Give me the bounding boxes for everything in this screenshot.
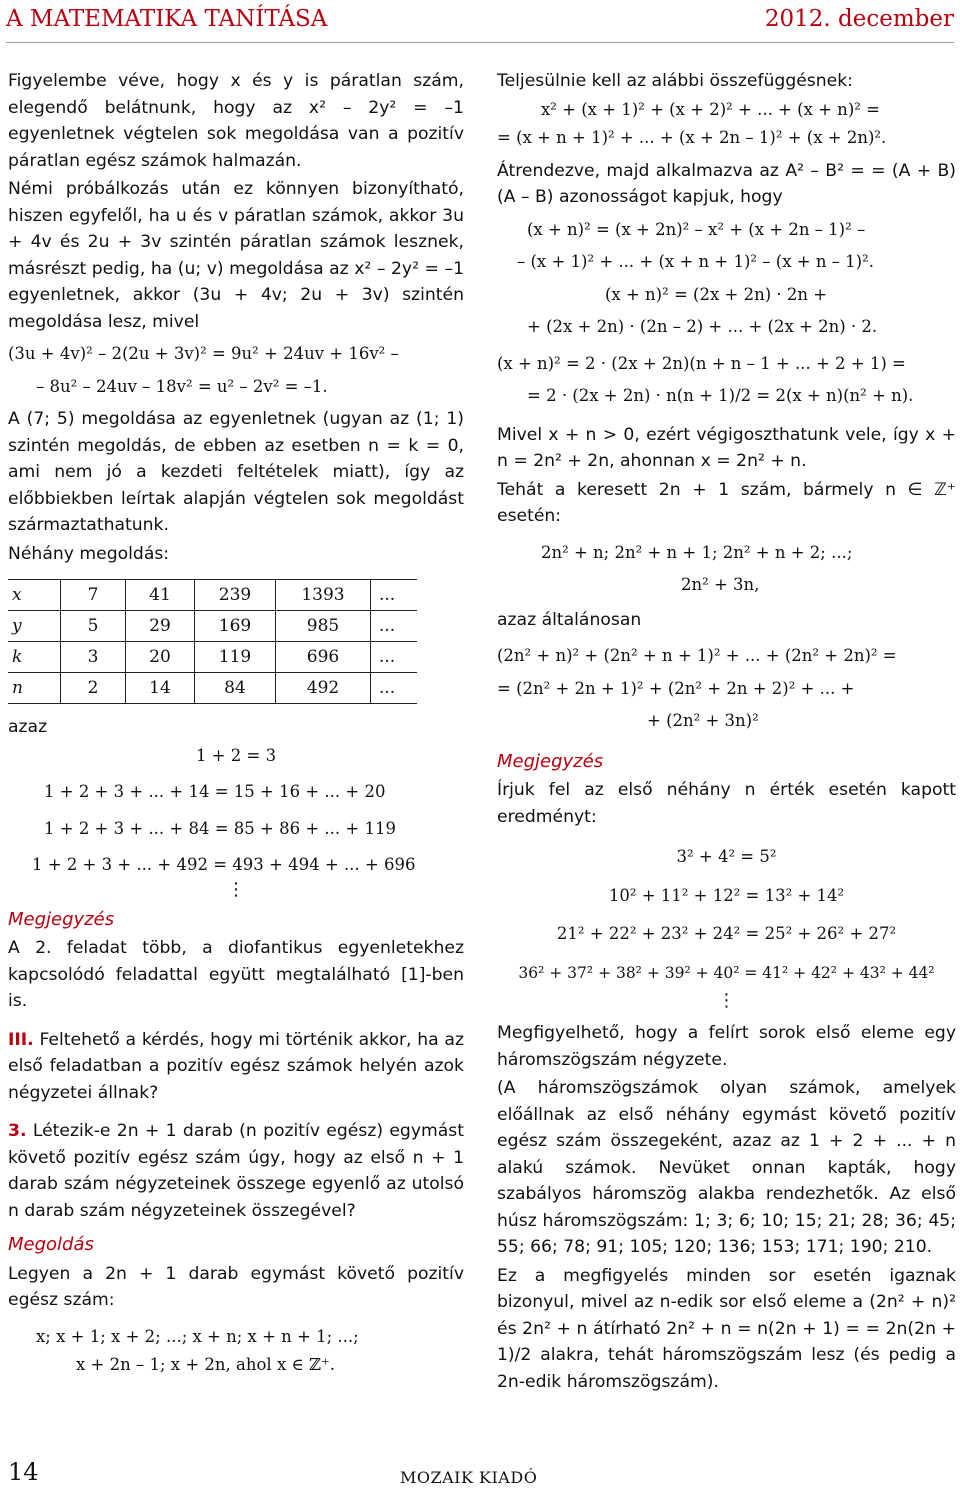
table-cell: 985 — [276, 611, 371, 642]
paragraph: Figyelembe véve, hogy x és y is páratlan szám, elegendő belátnunk, hogy az x² – 2y² = –1 egyenletnek végtelen sok megoldása van a pozitív páratlan egész számok halmazán. — [8, 71, 464, 171]
journal-title: A MATEMATIKA TANÍTÁSA — [6, 6, 328, 32]
left-column — [8, 68, 464, 1379]
row-header-cell: y — [8, 611, 61, 642]
equation: + (2x + 2n) · (2n – 2) + ... + (2x + 2n) · 2. — [527, 317, 878, 336]
equation: (3u + 4v)² – 2(2u + 3v)² = 9u² + 24uv + 16v² – — [8, 344, 399, 363]
paragraph: azaz — [8, 717, 48, 737]
table-cell: 696 — [276, 642, 371, 673]
equation: (x + n)² = 2 · (2x + 2n)(n + n – 1 + ... + 2 + 1) = — [497, 353, 906, 373]
row-header-cell: k — [8, 642, 61, 673]
squares-equation: 21² + 22² + 23² + 24² = 25² + 26² + 27² — [556, 924, 897, 943]
table-cell: 3 — [61, 642, 126, 673]
paragraph: Írjuk fel az első néhány n érték esetén kapott eredményt: — [497, 780, 956, 827]
paragraph: Teljesülnie kell az alábbi összefüggésnek: — [497, 71, 853, 91]
table-cell: 1393 — [276, 580, 371, 611]
table-row — [8, 673, 417, 704]
equation: x + 2n – 1; x + 2n, ahol x ∈ ℤ⁺. — [76, 1355, 335, 1374]
equation: = (x + n + 1)² + ... + (x + 2n – 1)² + (x + 2n)². — [497, 128, 887, 147]
problem-iii — [8, 1027, 464, 1107]
table-row — [8, 642, 417, 673]
row-header-cell: n — [8, 673, 61, 704]
paragraph: A 2. feladat több, a diofantikus egyenletekhez kapcsolódó feladattal együtt megtalálható [1]-ben is. — [8, 938, 464, 1011]
table-cell: ... — [371, 580, 418, 611]
table-cell: ... — [371, 642, 418, 673]
table-row — [8, 611, 417, 642]
table-row — [8, 580, 417, 611]
table-cell: 41 — [126, 580, 195, 611]
note-heading: Megjegyzés — [497, 750, 604, 772]
table-cell: 84 — [195, 673, 276, 704]
vertical-ellipsis: ⋮ — [227, 878, 245, 900]
table-cell: 239 — [195, 580, 276, 611]
equation: (x + n)² = (x + 2n)² – x² + (x + 2n – 1)² – — [527, 219, 866, 239]
table-cell: 2 — [61, 673, 126, 704]
sum-equation: 1 + 2 = 3 — [195, 745, 277, 765]
paragraph: Mivel x + n > 0, ezért végigoszthatunk vele, így x + n = 2n² + 2n, ahonnan x = 2n² + n. — [497, 424, 956, 471]
table-cell: 7 — [61, 580, 126, 611]
paragraph: Ez a megfigyelés minden sor esetén igaznak bizonyul, mivel az n-edik sor első eleme a (2n² + n)² és 2n² + n átírható 2n² + n = n(2n + 1) = = 2n(2n + 1)/2 alakra, tehát háromszögszám lesz (és pedig a 2n-edik háromszögszám). — [497, 1265, 956, 1392]
section-number: III. — [8, 1029, 34, 1050]
page-number: 14 — [8, 1458, 39, 1486]
table-cell: 492 — [276, 673, 371, 704]
table-cell: ... — [371, 673, 418, 704]
table-cell: 119 — [195, 642, 276, 673]
equation: – (x + 1)² + ... + (x + n + 1)² – (x + n – 1)². — [517, 252, 874, 271]
problem-3 — [8, 1118, 464, 1224]
equation: – 8u² – 24uv – 18v² = u² – 2v² = –1. — [36, 376, 328, 396]
paragraph: Tehát a keresett 2n + 1 szám, bármely n ∈ ℤ⁺ esetén: — [497, 479, 956, 526]
paragraph: (A háromszögszámok olyan számok, amelyek előállnak az első néhány egymást követő pozitív egész szám összegeként, azaz az 1 + 2 + ... + n alakú számok. Nevüket onnan kapták, hogy szabályos háromszög alakba rendezhetők. Az első húsz háromszögszám: 1; 3; 6; 10; 15; 21; 28; 36; 45; 55; 66; 78; 91; 105; 120; 136; 153; 171; 190; 210. — [497, 1078, 956, 1257]
equation: (x + n)² = (2x + 2n) · 2n + — [605, 284, 828, 304]
issue-date: 2012. december — [764, 6, 954, 32]
equation: = (2n² + 2n + 1)² + (2n² + 2n + 2)² + ... + — [497, 678, 855, 698]
table-cell: 14 — [126, 673, 195, 704]
paragraph: Átrendezve, majd alkalmazva az A² – B² = = (A + B)(A – B) azonosságot kapjuk, hogy — [497, 160, 956, 207]
vertical-ellipsis: ⋮ — [717, 990, 736, 1011]
table-cell: ... — [371, 611, 418, 642]
problem-text: Feltehető a kérdés, hogy mi történik akkor, ha az első feladatban a pozitív egész számok helyén azok négyzetei állnak? — [8, 1029, 464, 1103]
equation: (2n² + n)² + (2n² + n + 1)² + ... + (2n² + 2n)² = — [497, 646, 897, 665]
header-divider — [6, 42, 954, 43]
publisher: MOZAIK KIADÓ — [400, 1468, 538, 1487]
solutions-table — [8, 579, 417, 704]
problem-number: 3. — [8, 1121, 27, 1141]
sum-equation: 1 + 2 + 3 + ... + 492 = 493 + 494 + ... + 696 — [32, 855, 416, 874]
solution-heading: Megoldás — [8, 1234, 94, 1255]
squares-equation: 3² + 4² = 5² — [676, 847, 777, 866]
paragraph: Legyen a 2n + 1 darab egymást követő pozitív egész szám: — [8, 1263, 464, 1310]
problem-text: Létezik-e 2n + 1 darab (n pozitív egész) egymást követő pozitív egész szám úgy, hogy az első n + 1 darab szám négyzeteinek összege egyenlő az utolsó n darab szám négyzeteinek összegével? — [8, 1121, 464, 1221]
sum-equation: 1 + 2 + 3 + ... + 84 = 85 + 86 + ... + 119 — [44, 818, 396, 838]
right-column — [497, 68, 956, 1397]
paragraph: Némi próbálkozás után ez könnyen bizonyítható, hiszen egyfelől, ha u és v páratlan számok, akkor 3u + 4v és 2u + 3v szintén páratlan számok lesznek, másrészt pedig, ha (u; v) megoldása az x² – 2y² = –1 egyenletnek, akkor (3u + 4v; 2u + 3v) szintén megoldása lesz, mivel — [8, 179, 464, 332]
squares-equation: 36² + 37² + 38² + 39² + 40² = 41² + 42² + 43² + 44² — [518, 963, 935, 982]
sum-equation: 1 + 2 + 3 + ... + 14 = 15 + 16 + ... + 20 — [44, 782, 386, 801]
equation: x; x + 1; x + 2; ...; x + n; x + n + 1; ...; — [36, 1326, 359, 1346]
equation: 2n² + n; 2n² + n + 1; 2n² + n + 2; ...; — [541, 542, 853, 562]
equation: x² + (x + 1)² + (x + 2)² + ... + (x + n)² = — [541, 99, 880, 119]
table-cell: 29 — [126, 611, 195, 642]
paragraph: A (7; 5) megoldása az egyenletnek (ugyan az (1; 1) szintén megoldás, de ebben az esetben n = k = 0, ami nem jó a kezdeti feltételek miatt), így az előbbiekben leírtak alapján végtelen sok megoldást származtathatunk. — [8, 409, 464, 535]
paragraph: azaz általánosan — [497, 609, 642, 630]
row-header-cell: x — [8, 580, 61, 611]
table-cell: 169 — [195, 611, 276, 642]
note-heading: Megjegyzés — [8, 908, 115, 930]
equation: = 2 · (2x + 2n) · n(n + 1)/2 = 2(x + n)(n² + n). — [527, 386, 914, 405]
paragraph: Megfigyelhető, hogy a felírt sorok első eleme egy háromszögszám négyzete. — [497, 1023, 956, 1070]
page-header — [6, 0, 954, 38]
equation: + (2n² + 3n)² — [647, 711, 759, 730]
table-cell: 20 — [126, 642, 195, 673]
table-cell: 5 — [61, 611, 126, 642]
equation: 2n² + 3n, — [681, 575, 760, 594]
squares-equation: 10² + 11² + 12² = 13² + 14² — [608, 885, 845, 905]
paragraph: Néhány megoldás: — [8, 543, 170, 564]
